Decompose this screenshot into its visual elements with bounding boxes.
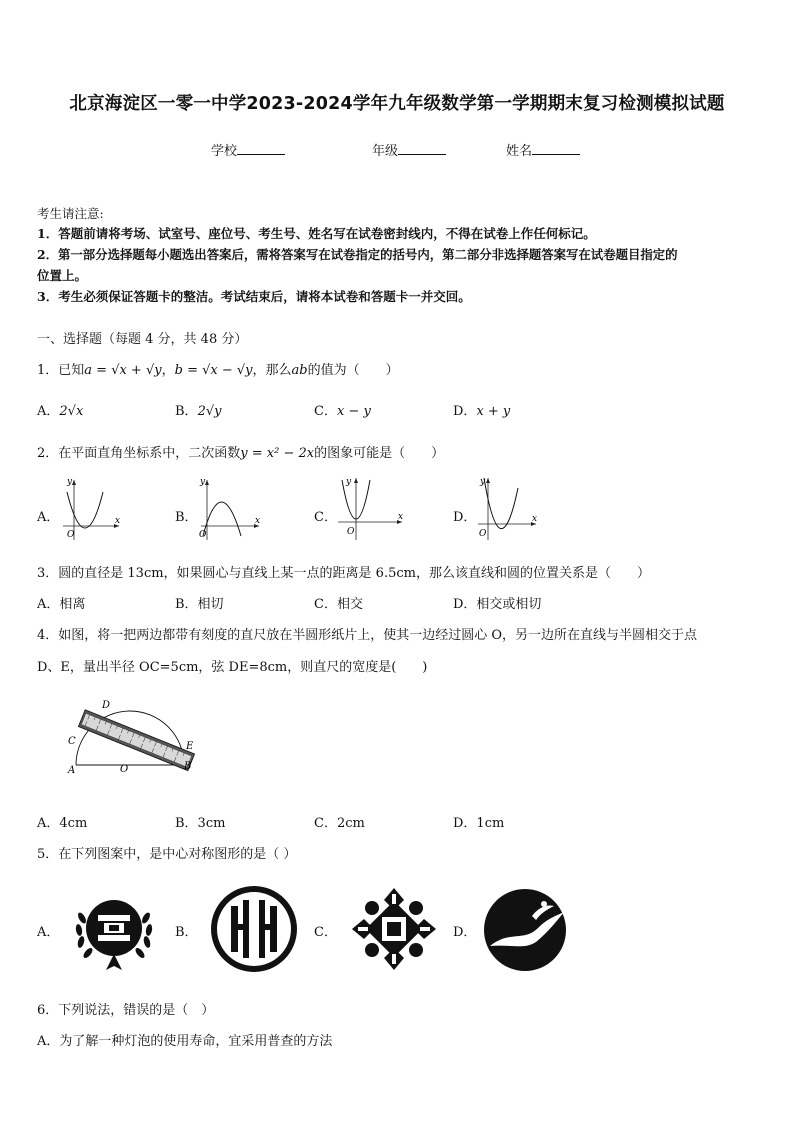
grade-label: 年级	[372, 144, 399, 159]
q4-option-d[interactable]: D．1cm	[453, 816, 505, 831]
q2-a-y-label: y	[67, 477, 73, 487]
school-field	[211, 140, 285, 159]
q2-d-label[interactable]: D．	[453, 510, 477, 525]
notice-line-2b: 位置上。	[37, 268, 88, 283]
q2-b-origin: O	[199, 530, 207, 540]
q2-graph-b[interactable]	[197, 474, 267, 544]
q4-ruler-figure	[62, 695, 202, 785]
q1-b-text: 2√y	[197, 404, 222, 419]
q4-label-b: B	[184, 761, 192, 772]
q3-option-c[interactable]: C．相交	[314, 597, 363, 612]
question-3: 3．圆的直径是 13cm，如果圆心与直线上某一点的距离是 6.5cm，那么该直线和圆的位置关系是（ ）	[37, 566, 650, 581]
name-label: 姓名	[506, 144, 533, 159]
school-blank	[237, 142, 285, 155]
name-field	[506, 140, 580, 159]
q1-c-label: C．	[314, 404, 337, 419]
q1-tail: 的值为（ ）	[307, 363, 399, 378]
q4-label-d: D	[102, 700, 111, 711]
q4-option-b[interactable]: B．3cm	[175, 816, 226, 831]
question-6: 6．下列说法，错误的是（ ）	[37, 1003, 215, 1018]
q1-d-text: x + y	[476, 404, 511, 419]
q1-ab: ab	[291, 363, 308, 378]
q1-sep: ，	[161, 363, 175, 378]
q2-pre: 2．在平面直角坐标系中，二次函数	[37, 446, 241, 461]
q2-a-origin: O	[67, 530, 75, 540]
section-heading: 一、选择题（每题 4 分，共 48 分）	[37, 332, 248, 347]
q2-c-label[interactable]: C．	[314, 510, 337, 525]
q1-post: ，那么	[252, 363, 292, 378]
q1-option-c[interactable]	[314, 400, 371, 419]
q2-b-label[interactable]: B．	[175, 510, 198, 525]
q2-c-x-label: x	[398, 512, 404, 522]
q5-b-label[interactable]: B．	[175, 925, 198, 940]
page-title: 北京海淀区一零一中学2023-2024学年九年级数学第一学期期末复习检测模拟试题	[69, 94, 725, 114]
q3-option-b[interactable]: B．相切	[175, 597, 224, 612]
q2-b-x-label: x	[255, 516, 261, 526]
q5-pattern-d-swoosh-icon[interactable]	[482, 886, 572, 976]
notice-line-1: 1．答题前请将考场、试室号、座位号、考生号、姓名写在试卷密封线内，不得在试卷上作任何标记。	[37, 226, 596, 241]
q1-option-a[interactable]	[37, 400, 83, 419]
q2-expr: y = x² − 2x	[240, 446, 315, 461]
question-4-line-2: D、E，量出半径 OC=5cm，弦 DE=8cm，则直尺的宽度是( )	[37, 660, 428, 675]
q2-a-x-label: x	[115, 516, 121, 526]
q4-option-a[interactable]: A．4cm	[37, 816, 88, 831]
q1-d-label: D．	[453, 404, 477, 419]
q2-a-label[interactable]: A．	[37, 510, 60, 525]
q4-label-c: C	[68, 736, 76, 747]
q2-c-y-label: y	[346, 477, 352, 487]
q4-option-c[interactable]: C．2cm	[314, 816, 365, 831]
q5-pattern-c-knot-icon[interactable]	[348, 884, 440, 976]
name-blank	[532, 142, 580, 155]
q2-post: 的图象可能是（ ）	[314, 446, 445, 461]
q5-pattern-b-ring-icon[interactable]	[208, 884, 300, 976]
q6-option-a[interactable]: A．为了解一种灯泡的使用寿命，宜采用普查的方法	[37, 1034, 333, 1049]
q2-graph-d[interactable]	[474, 474, 544, 544]
q1-c-text: x − y	[336, 404, 371, 419]
grade-blank	[398, 142, 446, 155]
notice-line-2a: 2．第一部分选择题每小题选出答案后，需将答案写在试卷指定的括号内，第二部分非选择题答案写在试卷题目指定的	[37, 247, 678, 262]
grade-field	[372, 140, 446, 159]
notice-line-3: 3．考生必须保证答题卡的整洁。考试结束后，请将本试卷和答题卡一并交回。	[37, 289, 471, 304]
q5-pattern-a-emblem-icon[interactable]	[70, 888, 160, 978]
q5-d-label[interactable]: D．	[453, 925, 477, 940]
question-2	[37, 442, 444, 461]
q2-d-x-label: x	[532, 514, 538, 524]
q3-option-a[interactable]: A．相离	[37, 597, 86, 612]
q2-d-y-label: y	[480, 477, 486, 487]
q2-d-origin: O	[479, 529, 487, 539]
q1-option-b[interactable]	[175, 400, 221, 419]
q1-pre: 1．已知	[37, 363, 85, 378]
q1-b-label: B．	[175, 404, 198, 419]
notice-heading: 考生请注意:	[37, 206, 104, 221]
question-1	[37, 359, 399, 378]
q2-c-origin: O	[347, 527, 355, 537]
q5-a-label[interactable]: A．	[37, 925, 60, 940]
q2-graph-a[interactable]	[57, 474, 127, 544]
q4-label-a: A	[68, 765, 76, 776]
question-5: 5．在下列图案中，是中心对称图形的是（ ）	[37, 847, 297, 862]
q2-graph-c[interactable]	[334, 474, 409, 544]
q3-option-d[interactable]: D．相交或相切	[453, 597, 542, 612]
q1-a-label: A．	[37, 404, 60, 419]
q4-label-e: E	[186, 741, 194, 752]
q1-a-text: 2√x	[59, 404, 84, 419]
q2-b-y-label: y	[200, 477, 206, 487]
q4-label-o: O	[120, 764, 129, 775]
q1-option-d[interactable]	[453, 400, 510, 419]
q5-c-label[interactable]: C．	[314, 925, 337, 940]
school-label: 学校	[211, 144, 238, 159]
q1-b-expr: b = √x − √y	[174, 363, 253, 378]
q1-a-expr: a = √x + √y	[84, 363, 162, 378]
question-4-line-1: 4．如图，将一把两边都带有刻度的直尺放在半圆形纸片上，使其一边经过圆心 O，另一边所在直线与半圆相交于点	[37, 628, 698, 643]
